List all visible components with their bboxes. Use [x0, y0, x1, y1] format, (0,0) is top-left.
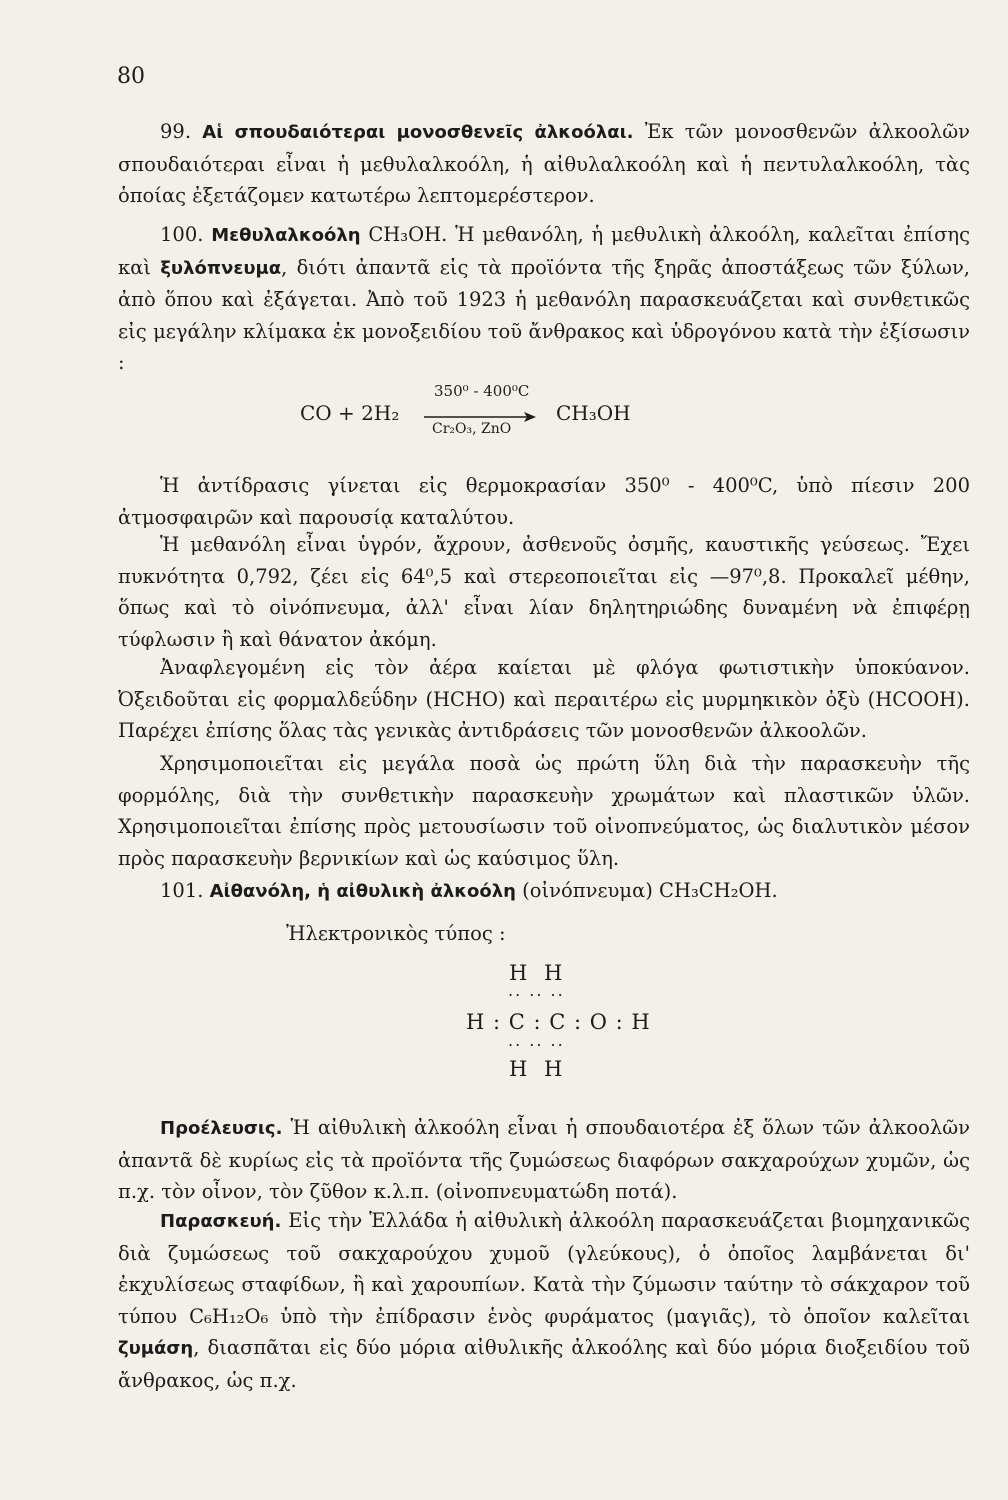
paragraph-properties: Ἡ μεθανόλη εἶναι ὑγρόν, ἄχρουν, ἀσθενοῦς ὀσμῆς, καυστικῆς γεύσεως. Ἔχει πυκνότητα 0,792, ζέει εἰς 64⁰,5 καὶ στερεοποιεῖται εἰς —97⁰,8. Προκαλεῖ μέθην, ὅπως καὶ τὸ οἰνόπνευμα, ἀλλ' εἶναι λίαν δηλητηριώδης δυναμένη νὰ ἐπιφέρῃ τύφλωσιν ἢ καὶ θάνατον ἀκόμη.	[118, 533, 970, 651]
lewis-top-dots: .. .. ..	[508, 981, 565, 1000]
equation-condition-bottom: Cr₂O₃, ZnO	[432, 421, 512, 437]
section-99-text: Ἐκ τῶν μονοσθενῶν ἀλκοολῶν σπουδαιότεραι εἶναι ἡ μεθυλαλκοόλη, ἡ αἰθυλαλκοόλη καὶ ἡ πεντυλαλκοόλη, τὰς ὁποίας ἐξετάζομεν κατωτέρω λεπτομερέστερον.	[118, 120, 970, 207]
origin-heading: Προέλευσις.	[160, 1118, 283, 1139]
section-101-number: 101.	[160, 879, 204, 902]
preparation-text-a: Εἰς τὴν Ἑλλάδα ἡ αἰθυλικὴ ἀλκοόλη παρασκευάζεται βιομηχανικῶς διὰ ζυμώσεως τοῦ σακχαρούχου χυμοῦ (γλεύκους), ὁ ὁποῖος λαμβάνεται δι' ἐκχυλίσεως σταφίδων, ἢ καὶ χαρουπίων. Κατὰ τὴν ζύμωσιν ταύτην τὸ σάκχαρον τοῦ τύπου C₆H₁₂O₆ ὑπὸ τὴν ἐπίδρασιν ἑνὸς φυράματος (μαγιᾶς), τὸ ὁποῖον καλεῖται	[118, 1209, 970, 1328]
section-100-text-a: Ἡ μεθανόλη, ἡ μεθυλικὴ ἀλκοόλη, καλεῖται ἐπίσης καὶ	[118, 223, 970, 279]
section-100-number: 100.	[160, 223, 204, 246]
section-100-heading: Μεθυλαλκοόλη	[211, 225, 361, 246]
preparation-heading: Παρασκευή.	[160, 1211, 282, 1232]
page-number: 80	[117, 64, 145, 89]
lewis-bottom-dots: .. .. ..	[508, 1031, 565, 1050]
equation-condition-top: 350⁰ - 400⁰C	[434, 382, 530, 400]
preparation-bold-term: ζυμάση	[118, 1338, 194, 1359]
section-100	[118, 219, 970, 379]
section-101	[118, 875, 970, 908]
section-100-formula: CH₃OH.	[368, 223, 448, 246]
paragraph-reaction-conditions: Ἡ ἀντίδρασις γίνεται εἰς θερμοκρασίαν 350⁰ - 400⁰C, ὑπὸ πίεσιν 200 ἀτμοσφαιρῶν καὶ παρουσίᾳ καταλύτου.	[118, 474, 970, 529]
paragraph-combustion: Ἀναφλεγομένη εἰς τὸν ἀέρα καίεται μὲ φλόγα φωτιστικὴν ὑποκύανον. Ὀξειδοῦται εἰς φορμαλδεΰδην (HCHO) καὶ περαιτέρω εἰς μυρμηκικὸν ὀξὺ (HCOOH). Παρέχει ἐπίσης ὅλας τὰς γενικὰς ἀντιδράσεις τῶν μονοσθενῶν ἀλκοολῶν.	[118, 656, 970, 742]
section-99	[118, 116, 970, 212]
paragraph-uses: Χρησιμοποιεῖται εἰς μεγάλα ποσὰ ὡς πρώτη ὕλη διὰ τὴν παρασκευὴν τῆς φορμόλης, διὰ τὴν συνθετικὴν παρασκευὴν χρωμάτων καὶ πλαστικῶν ὑλῶν. Χρησιμοποιεῖται ἐπίσης πρὸς μετουσίωσιν τοῦ οἰνοπνεύματος, ὡς διαλυτικὸν μέσον πρὸς παρασκευὴν βερνικίων καὶ ὡς καύσιμος ὕλη.	[118, 752, 970, 870]
section-101-formula: CH₃CH₂OH.	[659, 879, 778, 902]
section-99-heading: Αἱ σπουδαιότεραι μονοσθενεῖς ἀλκοόλαι.	[202, 122, 634, 143]
section-101-paren: (οἰνόπνευμα)	[515, 879, 660, 902]
origin-text: Ἡ αἰθυλικὴ ἀλκοόλη εἶναι ἡ σπουδαιοτέρα ἐξ ὅλων τῶν ἀλκοολῶν ἀπαντᾶ δὲ κυρίως εἰς τὰ προϊόντα τῆς ζυμώσεως διαφόρων σακχαρούχων χυμῶν, ὡς π.χ. τὸν οἶνον, τὸν ζῦθον κ.λ.π. (οἰνοπνευματώδη ποτά).	[118, 1116, 970, 1203]
equation-rhs: CH₃OH	[556, 401, 631, 425]
electronic-formula-label: Ἠλεκτρονικὸς τύπος :	[286, 922, 506, 945]
lewis-middle-row: H : C : C : O : H	[466, 1010, 650, 1034]
section-99-number: 99.	[160, 120, 192, 143]
preparation-text-b: , διασπᾶται εἰς δύο μόρια αἰθυλικῆς ἀλκοόλης καὶ δύο μόρια διοξειδίου τοῦ ἄνθρακος, ὡς π.χ.	[118, 1336, 970, 1392]
section-100-text-b: , διότι ἀπαντᾶ εἰς τὰ προϊόντα τῆς ξηρᾶς ἀποστάξεως τῶν ξύλων, ἀπὸ ὅπου καὶ ἐξάγεται. Ἀπὸ τοῦ 1923 ἡ μεθανόλη παρασκευάζεται καὶ συνθετικῶς εἰς μεγάλην κλίμακα ἐκ μονοξειδίου τοῦ ἄνθρακος καὶ ὑδρογόνου κατὰ τὴν ἐξίσωσιν :	[118, 255, 970, 374]
origin-paragraph	[118, 1112, 970, 1208]
lewis-bottom-row: H H	[509, 1057, 563, 1081]
preparation-paragraph	[118, 1205, 970, 1396]
section-101-heading: Αἰθανόλη, ἡ αἰθυλικὴ ἀλκοόλη	[209, 881, 516, 902]
equation-lhs: CO + 2H₂	[300, 401, 400, 425]
lewis-top-row: H H	[509, 961, 563, 985]
section-100-bold-term: ξυλόπνευμα	[160, 257, 282, 279]
